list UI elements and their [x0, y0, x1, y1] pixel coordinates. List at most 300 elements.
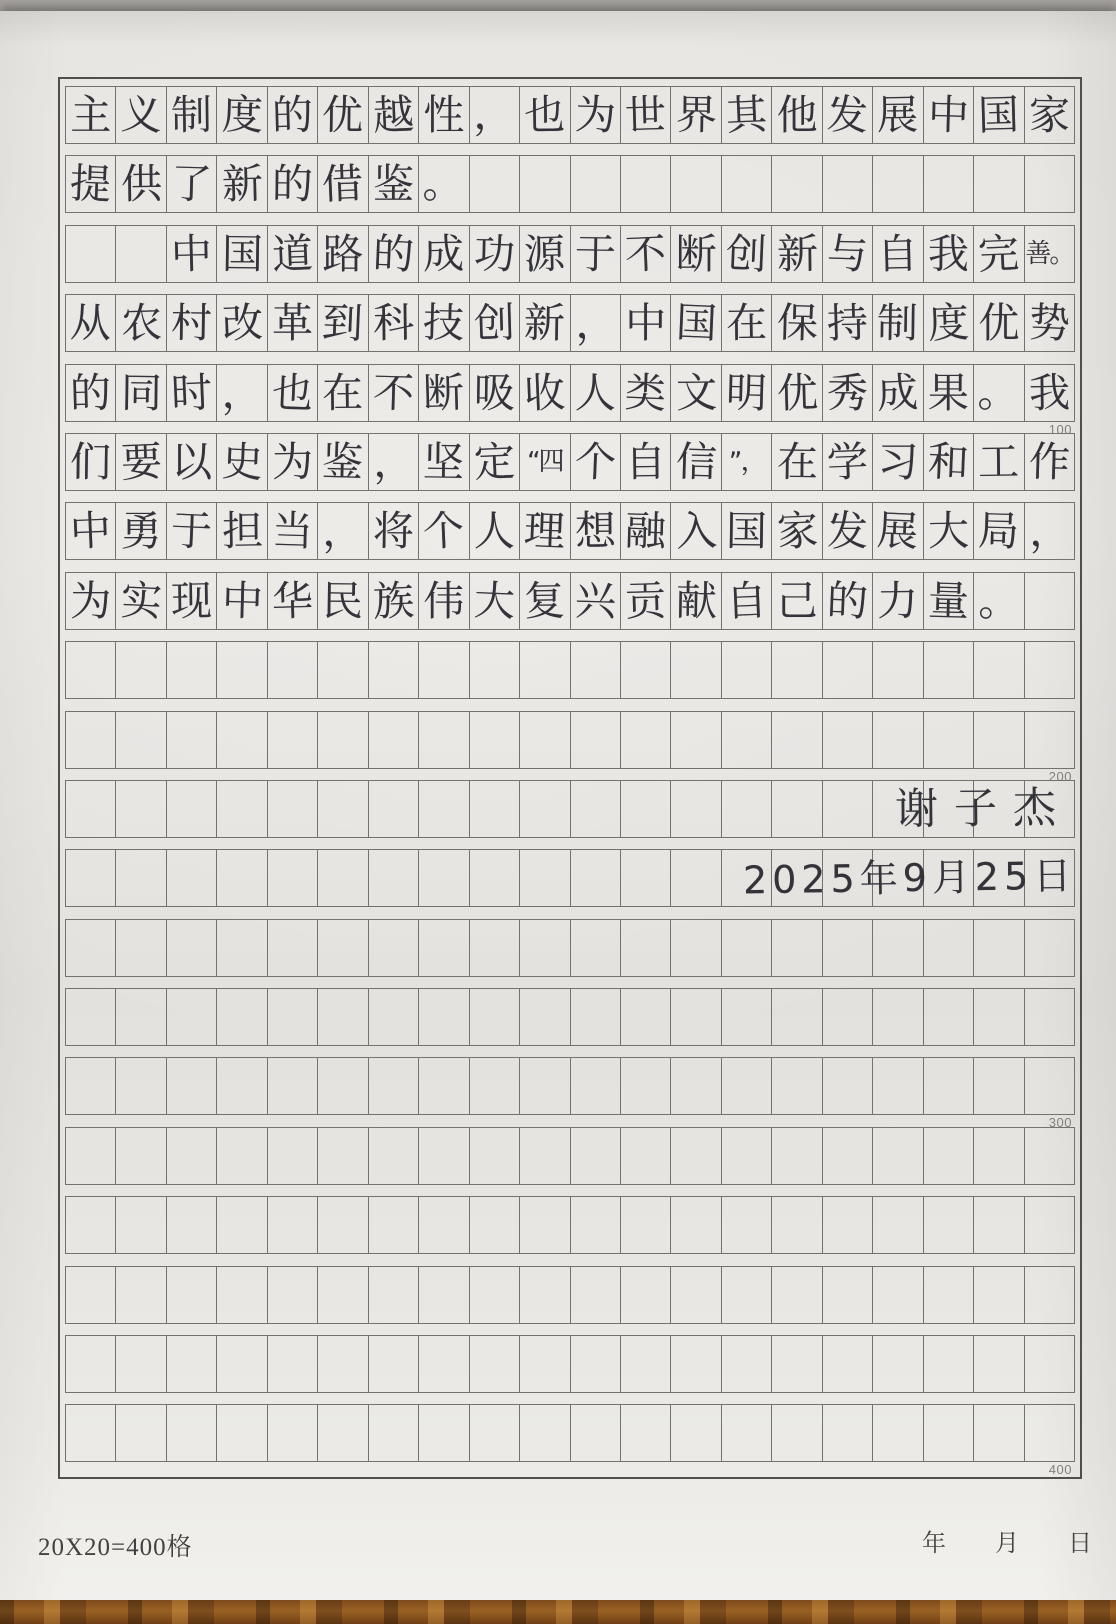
grid-cell [923, 1404, 974, 1462]
grid-cell [519, 1404, 570, 1462]
grid-cell [115, 1196, 166, 1254]
handwriting-char: 家 [1028, 90, 1071, 140]
grid-row [65, 1266, 1075, 1324]
grid-cell [519, 780, 570, 838]
grid-cell [317, 849, 368, 907]
grid-cell [115, 919, 166, 977]
grid-cell [418, 711, 469, 769]
handwriting-char: 勇 [120, 507, 162, 556]
grid-cell [469, 1196, 520, 1254]
grid-cell [570, 1057, 621, 1115]
grid-cell [822, 86, 873, 144]
handwriting-char: 国 [725, 507, 768, 556]
grid-cell [872, 86, 923, 144]
grid-cell [115, 225, 166, 283]
grid-row [65, 225, 1075, 283]
grid-cell [469, 1057, 520, 1115]
grid-cell [1024, 1196, 1075, 1254]
grid-cell [65, 849, 116, 907]
grid-cell [822, 1057, 873, 1115]
handwriting-char: 不 [372, 367, 415, 418]
handwriting-char: 成 [423, 229, 465, 279]
grid-cell [670, 364, 721, 422]
grid-cell [216, 1404, 267, 1462]
grid-cell [65, 780, 116, 838]
handwriting-char: ， [1028, 506, 1071, 556]
grid-cell [267, 364, 318, 422]
grid-cell [771, 919, 822, 977]
grid-cell [469, 1335, 520, 1393]
grid-cell [469, 1127, 520, 1185]
grid-cell [872, 155, 923, 213]
grid-count-marker: 100 [1048, 421, 1072, 437]
writing-grid [58, 77, 1082, 1479]
grid-cell [973, 1057, 1024, 1115]
grid-cell [822, 1196, 873, 1254]
grid-cell [65, 155, 116, 213]
grid-cell [721, 711, 772, 769]
grid-cell [519, 1057, 570, 1115]
grid-cell [1024, 1404, 1075, 1462]
handwriting-char: 国 [221, 229, 263, 279]
handwriting-char: 自 [624, 437, 667, 487]
grid-cell [267, 433, 318, 491]
handwriting-char: 新 [776, 229, 818, 279]
grid-cell [670, 641, 721, 699]
grid-cell [1024, 294, 1075, 352]
handwriting-char: 习 [877, 437, 919, 486]
handwriting-char: 当 [271, 506, 314, 556]
grid-cell [771, 155, 822, 213]
grid-cell [620, 294, 671, 352]
grid-cell [519, 1196, 570, 1254]
grid-cell [973, 1335, 1024, 1393]
footer-date-fields [922, 1523, 1092, 1558]
grid-cell [822, 711, 873, 769]
handwriting-char: 现 [170, 576, 213, 626]
handwriting-char: 在 [776, 437, 818, 487]
grid-cell [368, 1266, 419, 1324]
grid-row [65, 1196, 1075, 1254]
grid-cell [368, 849, 419, 907]
handwriting-char: 己 [776, 576, 818, 625]
grid-cell [1024, 86, 1075, 144]
grid-cell [115, 711, 166, 769]
handwriting-char: 展 [877, 90, 919, 140]
grid-cell [570, 572, 621, 630]
handwriting-char: 从 [69, 298, 112, 348]
grid-cell [317, 711, 368, 769]
grid-cell [469, 364, 520, 422]
grid-cell [721, 988, 772, 1046]
grid-cell [670, 1266, 721, 1324]
handwriting-char: 我 [927, 229, 970, 279]
grid-cell [570, 294, 621, 352]
paper-spec-label: 20X20=400格 [38, 1534, 193, 1561]
grid-cell [822, 641, 873, 699]
handwriting-char: 新 [220, 159, 264, 209]
handwriting-char: 在 [725, 298, 768, 348]
handwriting-char: 秀 [826, 368, 869, 417]
grid-cell [216, 86, 267, 144]
grid-cell [670, 225, 721, 283]
grid-cell [721, 502, 772, 560]
handwriting-char: 要 [119, 437, 163, 487]
grid-cell [317, 1057, 368, 1115]
grid-cell [216, 294, 267, 352]
handwriting-char: 同 [120, 368, 163, 417]
grid-cell [418, 641, 469, 699]
handwriting-char: 持 [826, 298, 869, 348]
grid-cell [469, 641, 520, 699]
grid-cell [721, 1127, 772, 1185]
grid-cell [923, 1335, 974, 1393]
handwriting-char: 到 [321, 298, 365, 349]
grid-cell [1024, 988, 1075, 1046]
grid-cell [670, 86, 721, 144]
grid-cell [115, 1335, 166, 1393]
grid-cell [115, 1404, 166, 1462]
grid-cell [418, 225, 469, 283]
grid-cell [317, 919, 368, 977]
handwriting-char: 性 [423, 91, 465, 139]
grid-cell [216, 711, 267, 769]
grid-cell [519, 364, 570, 422]
handwriting-char: 大 [927, 507, 970, 556]
grid-cell [216, 780, 267, 838]
grid-cell [872, 1127, 923, 1185]
grid-cell [771, 86, 822, 144]
grid-cell [317, 86, 368, 144]
grid-cell [368, 780, 419, 838]
grid-cell [418, 1266, 469, 1324]
grid-cell [267, 86, 318, 144]
grid-cell [620, 711, 671, 769]
grid-cell [267, 641, 318, 699]
handwriting-char: 中 [69, 506, 113, 557]
grid-cell [65, 1404, 116, 1462]
grid-cell [469, 294, 520, 352]
grid-cell [115, 364, 166, 422]
handwriting-char: 收 [523, 367, 567, 418]
grid-row [65, 1335, 1075, 1393]
grid-cell [115, 433, 166, 491]
handwriting-char: 个 [573, 437, 617, 487]
grid-cell [1024, 1266, 1075, 1324]
grid-cell [368, 1127, 419, 1185]
handwriting-char: 优 [978, 299, 1020, 348]
grid-cell [822, 572, 873, 630]
grid-cell [216, 988, 267, 1046]
grid-cell [317, 1335, 368, 1393]
handwriting-char: 技 [422, 298, 466, 348]
grid-cell [519, 502, 570, 560]
grid-cell [216, 225, 267, 283]
grid-cell [418, 1335, 469, 1393]
grid-cell [872, 988, 923, 1046]
grid-cell [771, 572, 822, 630]
grid-cell [115, 1266, 166, 1324]
grid-cell [973, 502, 1024, 560]
grid-cell [1024, 919, 1075, 977]
handwriting-char: 断 [422, 367, 466, 418]
grid-cell [721, 780, 772, 838]
grid-cell [923, 641, 974, 699]
grid-cell [923, 502, 974, 560]
grid-cell [771, 711, 822, 769]
grid-cell [872, 364, 923, 422]
grid-cell [519, 86, 570, 144]
grid-cell [267, 1057, 318, 1115]
grid-cell [115, 641, 166, 699]
grid-cell [368, 294, 419, 352]
handwriting-char: 越 [371, 90, 415, 140]
grid-cell [267, 225, 318, 283]
grid-cell [973, 1266, 1024, 1324]
handwriting-char: 其 [725, 90, 769, 140]
grid-cell [166, 86, 217, 144]
grid-cell [620, 364, 671, 422]
grid-cell [519, 849, 570, 907]
grid-cell [1024, 502, 1075, 560]
grid-cell [872, 1196, 923, 1254]
grid-count-marker: 400 [1048, 1462, 1072, 1478]
handwriting-char: ， [321, 506, 365, 556]
grid-cell [65, 711, 116, 769]
grid-cell [721, 572, 772, 630]
grid-cell [570, 364, 621, 422]
grid-row [65, 919, 1075, 977]
grid-cell [216, 433, 267, 491]
grid-count-marker: 200 [1048, 768, 1072, 784]
grid-cell [620, 572, 671, 630]
grid-cell [317, 572, 368, 630]
handwriting-char: 的 [69, 367, 112, 418]
grid-cell [317, 433, 368, 491]
handwriting-char: 。 [977, 576, 1021, 626]
grid-cell [216, 919, 267, 977]
handwriting-char: 借 [321, 159, 365, 210]
grid-cell [923, 364, 974, 422]
grid-cell [166, 1127, 217, 1185]
handwriting-char: 保 [775, 298, 819, 348]
grid-cell [216, 502, 267, 560]
handwriting-char: 们 [69, 437, 112, 487]
grid-cell [620, 641, 671, 699]
grid-cell [822, 364, 873, 422]
handwriting-char: 史 [220, 437, 264, 487]
grid-cell [822, 1404, 873, 1462]
grid-cell [670, 1127, 721, 1185]
grid-cell [721, 364, 772, 422]
grid-cell [620, 1127, 671, 1185]
grid-cell [771, 294, 822, 352]
grid-cell [418, 1127, 469, 1185]
grid-cell [872, 294, 923, 352]
grid-cell [65, 86, 116, 144]
handwriting-char: 复 [523, 576, 566, 626]
handwriting-char: 不 [624, 228, 668, 279]
footer-day-label: 日 [1068, 1531, 1092, 1557]
grid-cell [166, 1266, 217, 1324]
grid-cell [923, 711, 974, 769]
grid-cell [973, 1196, 1024, 1254]
grid-cell [670, 1196, 721, 1254]
grid-cell [115, 155, 166, 213]
grid-cell [166, 572, 217, 630]
grid-cell [721, 294, 772, 352]
footer-month-label: 月 [995, 1531, 1019, 1557]
grid-cell [1024, 641, 1075, 699]
grid-cell [721, 155, 772, 213]
footer-year-label: 年 [922, 1531, 946, 1557]
grid-cell [166, 711, 217, 769]
grid-cell [469, 849, 520, 907]
handwriting-char: 科 [372, 298, 415, 348]
handwriting-char: 界 [675, 90, 717, 140]
grid-cell [267, 502, 318, 560]
handwriting-char: 创 [473, 298, 516, 348]
grid-cell [216, 1127, 267, 1185]
grid-cell [620, 155, 671, 213]
handwriting-char: “四 [527, 446, 563, 477]
grid-cell [115, 502, 166, 560]
grid-cell [872, 502, 923, 560]
grid-cell [923, 919, 974, 977]
handwriting-char: 发 [826, 90, 870, 140]
handwriting-char: 鉴 [321, 437, 365, 487]
grid-cell [368, 433, 419, 491]
grid-cell [1024, 225, 1075, 283]
grid-cell [216, 1266, 267, 1324]
grid-cell [166, 849, 217, 907]
grid-cell [267, 919, 318, 977]
grid-row [65, 433, 1075, 491]
grid-cell [1024, 364, 1075, 422]
handwriting-char: 作 [1028, 437, 1071, 487]
grid-cell [670, 780, 721, 838]
grid-cell [721, 1057, 772, 1115]
grid-cell [418, 1196, 469, 1254]
handwriting-char: 将 [372, 507, 415, 556]
grid-cell [368, 1335, 419, 1393]
grid-cell [368, 364, 419, 422]
handwriting-char: 信 [674, 437, 718, 487]
grid-cell [469, 919, 520, 977]
grid-cell [872, 225, 923, 283]
handwriting-char: 自 [725, 575, 769, 626]
handwriting-char: 兴 [574, 576, 617, 626]
grid-cell [721, 641, 772, 699]
grid-cell [923, 433, 974, 491]
grid-cell [418, 780, 469, 838]
grid-cell [267, 1404, 318, 1462]
handwriting-char: 度 [926, 298, 970, 349]
grid-cell [469, 711, 520, 769]
grid-cell [1024, 433, 1075, 491]
handwriting-char: 想 [574, 507, 617, 556]
grid-cell [469, 1404, 520, 1462]
grid-cell [923, 1057, 974, 1115]
grid-cell [973, 86, 1024, 144]
grid-cell [670, 572, 721, 630]
grid-cell [721, 1404, 772, 1462]
grid-cell [368, 711, 419, 769]
grid-cell [368, 1404, 419, 1462]
grid-cell [822, 294, 873, 352]
grid-cell [469, 572, 520, 630]
grid-cell [771, 364, 822, 422]
grid-cell [267, 1335, 318, 1393]
grid-cell [1024, 1127, 1075, 1185]
handwriting-char: 发 [827, 507, 869, 556]
handwriting-char: 的 [271, 90, 314, 140]
grid-cell [620, 225, 671, 283]
grid-cell [267, 988, 318, 1046]
grid-cell [317, 1266, 368, 1324]
grid-cell [418, 572, 469, 630]
handwriting-char: 大 [472, 575, 516, 626]
grid-cell [216, 1196, 267, 1254]
grid-cell [216, 641, 267, 699]
handwriting-char: 人 [473, 507, 515, 556]
grid-cell [519, 572, 570, 630]
handwriting-char: 文 [675, 368, 717, 417]
handwriting-char: 入 [674, 506, 718, 556]
grid-cell [115, 988, 166, 1046]
grid-cell [368, 1057, 419, 1115]
handwriting-char: 鉴 [372, 160, 414, 209]
grid-cell [519, 1127, 570, 1185]
grid-cell [519, 433, 570, 491]
grid-cell [469, 155, 520, 213]
grid-cell [317, 155, 368, 213]
handwriting-char: 势 [1027, 298, 1071, 349]
handwriting-char: 为 [70, 576, 112, 625]
grid-cell [267, 1266, 318, 1324]
grid-cell [620, 1404, 671, 1462]
grid-cell [923, 86, 974, 144]
grid-cell [822, 1127, 873, 1185]
handwriting-char: 新 [523, 298, 566, 348]
handwriting-char: 以 [171, 437, 213, 486]
handwriting-char: 功 [473, 229, 516, 279]
grid-cell [216, 572, 267, 630]
handwriting-char: 农 [120, 298, 163, 348]
grid-cell [65, 641, 116, 699]
grid-cell [166, 641, 217, 699]
grid-cell [973, 294, 1024, 352]
handwriting-char: 。 [977, 367, 1021, 418]
grid-cell [721, 433, 772, 491]
grid-cell [368, 919, 419, 977]
grid-cell [166, 780, 217, 838]
handwriting-char: 局 [977, 506, 1021, 556]
grid-cell [570, 780, 621, 838]
grid-cell [973, 1127, 1024, 1185]
grid-cell [670, 988, 721, 1046]
grid-row [65, 502, 1075, 560]
grid-cell [267, 780, 318, 838]
handwriting-char: 贡 [624, 576, 667, 626]
grid-cell [368, 1196, 419, 1254]
grid-cell [872, 1335, 923, 1393]
grid-cell [418, 919, 469, 977]
handwriting-char: 中 [170, 229, 213, 279]
grid-cell [267, 572, 318, 630]
grid-cell [923, 1196, 974, 1254]
grid-cell [620, 988, 671, 1046]
